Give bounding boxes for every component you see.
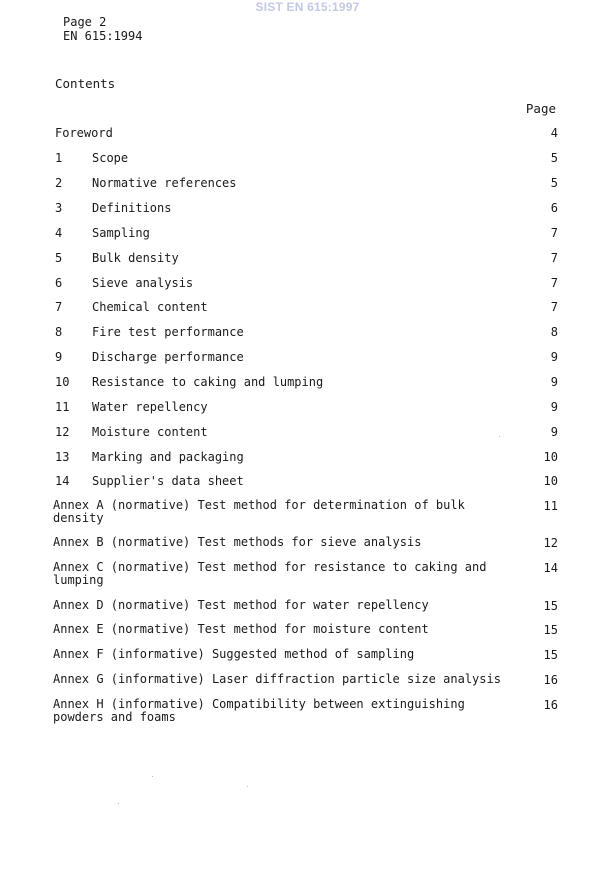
toc-entry-label: Discharge performance [92,350,244,364]
toc-annex-page: 16 [543,673,558,687]
toc-entry-page: 7 [550,276,558,290]
page-column-header: Page [525,101,556,116]
toc-entry-page: 6 [550,201,558,215]
toc-entry-label: Moisture content [92,425,208,439]
toc-annex-title [53,536,523,549]
toc-annex-title-line1: Annex B (normative) Test methods for sieve analysis [53,535,422,549]
toc-entry-number: 5 [55,251,63,265]
toc-entry-label: Water repellency [92,400,208,414]
toc-entry-page: 5 [550,176,558,190]
toc-entry-label: Fire test performance [92,325,244,339]
toc-entry-number: 1 [55,151,63,165]
toc-annex-title-line2: density [53,511,104,525]
toc-entry-page: 7 [550,226,558,240]
toc-entry-page: 9 [550,400,558,414]
toc-entry-number: 12 [55,425,70,439]
watermark: SIST EN 615:1997 [255,0,360,14]
toc-entry-page: 5 [550,151,558,165]
toc-entry-number: 8 [55,325,63,339]
toc-annex-page: 15 [543,599,558,613]
toc-annex-title [53,623,523,636]
toc-annex-title [53,673,523,686]
toc-entry-label: Supplier's data sheet [92,474,244,488]
toc-entry-number: 13 [55,450,70,464]
toc-entry-page: 9 [550,350,558,364]
toc-entry-page: 7 [550,300,558,314]
toc-entry-label: Chemical content [92,300,208,314]
toc-entry-number: 4 [55,226,63,240]
toc-entry-number: 7 [55,300,63,314]
toc-entry-label: Definitions [92,201,172,215]
toc-annex-page: 11 [543,499,558,513]
toc-annex-page: 15 [543,623,558,637]
toc-entry-page: 7 [550,251,558,265]
toc-entry-page: 10 [543,474,558,488]
toc-annex-title [53,561,523,587]
toc-entry-label: Resistance to caking and lumping [92,375,324,389]
toc-entry-label: Sieve analysis [92,276,194,290]
toc-entry-number: 6 [55,276,63,290]
toc-annex-title [53,499,523,525]
toc-annex-title-line1: Annex G (informative) Laser diffraction particle size analysis [53,672,501,686]
toc-entry-label: Normative references [92,176,237,190]
toc-annex-title-line1: Annex E (normative) Test method for moisture content [53,622,429,636]
toc-annex-page: 15 [543,648,558,662]
toc-entry-page: 8 [550,325,558,339]
toc-annex-page: 16 [543,698,558,712]
toc-annex-title [53,648,523,661]
toc-entry-page: 4 [550,126,558,140]
toc-entry-page: 10 [543,450,558,464]
toc-entry-number: 11 [55,400,70,414]
toc-entry-label: Sampling [92,226,150,240]
toc-annex-title [53,599,523,612]
toc-annex-page: 12 [543,536,558,550]
standard-number: EN 615:1994 [63,29,143,43]
page-number: Page 2 [63,15,107,29]
toc-annex-title [53,698,523,724]
toc-entry-label: Scope [92,151,129,165]
toc-annex-title-line1: Annex F (informative) Suggested method of sampling [53,647,415,661]
toc-annex-title-line1: Annex H (informative) Compatibility between extinguishing [53,697,465,711]
toc-entry-page: 9 [550,425,558,439]
toc-entry-number: 3 [55,201,63,215]
toc-entry-number: 2 [55,176,63,190]
toc-entry-number: 14 [55,474,70,488]
toc-entry-label: Bulk density [92,251,179,265]
toc-entry-page: 9 [550,375,558,389]
toc-annex-title-line1: Annex D (normative) Test method for water repellency [53,598,429,612]
toc-entry-label: Marking and packaging [92,450,244,464]
toc-entry-number: 9 [55,350,63,364]
toc-entry-label: Foreword [55,126,113,140]
toc-annex-title-line1: Annex A (normative) Test method for determination of bulk [53,498,465,512]
toc-annex-title-line2: powders and foams [53,710,176,724]
toc-annex-page: 14 [543,561,558,575]
contents-title: Contents [55,76,116,91]
toc-annex-title-line1: Annex C (normative) Test method for resistance to caking and [53,560,487,574]
toc-entry-number: 10 [55,375,70,389]
toc-annex-title-line2: lumping [53,573,104,587]
